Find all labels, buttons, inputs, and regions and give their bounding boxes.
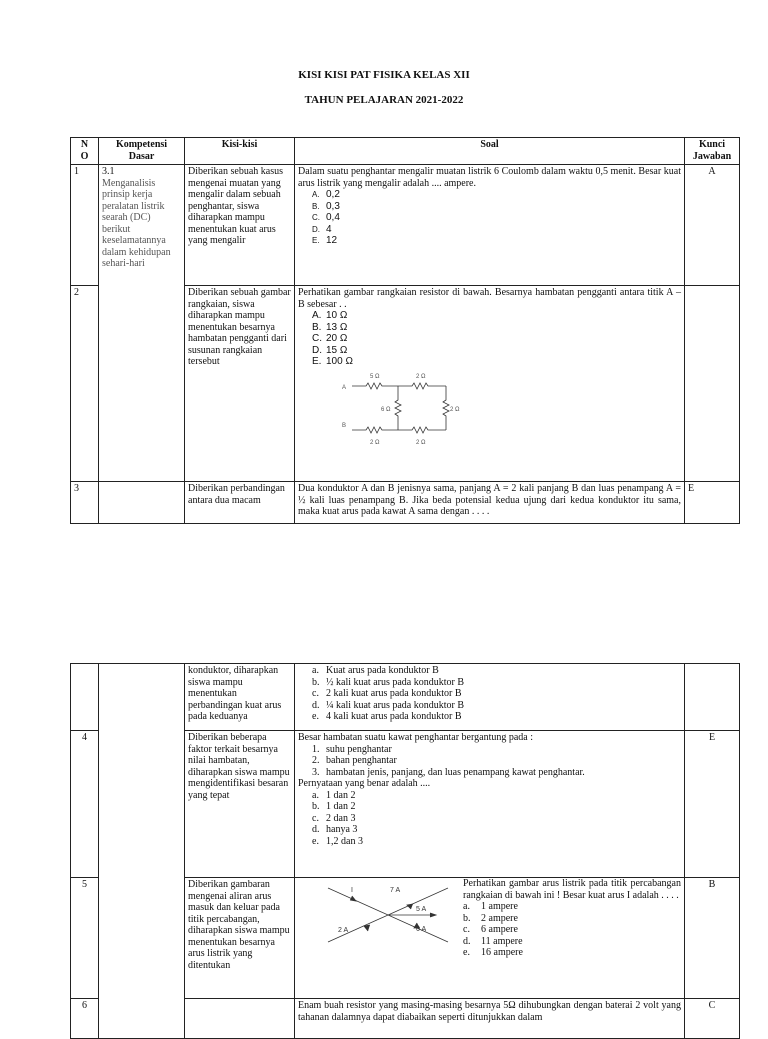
q6-question: Enam buah resistor yang masing-masing besarnya 5Ω dihubungkan dengan baterai 2 volt yang tahanan dalamnya dapat diabaikan seperti ditunjukkan dalam <box>295 999 685 1039</box>
q1-option: E. 12 <box>312 235 338 246</box>
q6-kunci: C <box>685 999 740 1039</box>
q4-option: b. 1 dan 2 <box>312 801 356 812</box>
current-junction-diagram <box>298 880 458 950</box>
current-label: 6 A <box>416 926 427 933</box>
q1-option: D. 4 <box>312 223 332 235</box>
q4-factor: 1. suhu penghantar <box>312 743 392 755</box>
q3-kunci: E <box>685 482 740 524</box>
q3-option: d. ¼ kali kuat arus pada konduktor B <box>312 699 465 711</box>
q2-kisi: Diberikan sebuah gambar rangkaian, siswa diharapkan mampu menentukan besarnya hambatan pengganti dari susunan rangkaian tersebut <box>185 286 295 482</box>
kisi-table-page-2 <box>70 663 740 1039</box>
q2-number: 2 <box>71 286 99 482</box>
q2-option: D. 15 Ω <box>312 344 348 356</box>
kompetensi-text: Menganalisis prinsip kerja peralatan listrik searah (DC) berikut keselamatannya dalam kehidupan sehari-hari <box>102 177 171 269</box>
q1-option: A. 0,2 <box>312 189 340 200</box>
q2-option: E. 100 Ω <box>312 356 353 367</box>
kisi-table-page-1 <box>70 137 740 524</box>
resistor-circuit-diagram <box>336 369 476 449</box>
q1-option: C. 0,4 <box>312 212 340 223</box>
document-subtitle: TAHUN PELAJARAN 2021-2022 <box>304 94 464 106</box>
q4-question: Besar hambatan suatu kawat penghantar bergantung pada : <box>298 732 534 743</box>
kompetensi-code: 3.1 <box>102 166 115 177</box>
q2-option: A. 10 Ω <box>312 310 348 321</box>
header-kompetensi: Kompetensi Dasar <box>99 138 185 165</box>
q3-kisi-part2: konduktor, diharapkan siswa mampu menentukan perbandingan kuat arus pada keduanya <box>185 664 295 731</box>
q3-number: 3 <box>71 482 99 524</box>
q3-options <box>295 664 685 731</box>
q4-number: 4 <box>71 731 99 878</box>
q3-question: Dua konduktor A dan B jenisnya sama, panjang A = 2 kali panjang B dan luas penampang A = ½ kali luas penampang B. Jika beda potensial kedua ujung dari kedua konduktor itu sama, maka kuat arus pada kawat A sama dengan . . . . <box>295 482 685 524</box>
table-row <box>71 482 740 524</box>
q3-kisi-part1: Diberikan perbandingan antara dua macam <box>185 482 295 524</box>
q1-number: 1 <box>71 165 99 286</box>
resistor-label: 6 Ω <box>381 406 391 413</box>
resistor-label: 2 Ω <box>416 373 426 380</box>
document-title: KISI KISI PAT FISIKA KELAS XII <box>298 69 470 81</box>
q3-option: e. 4 kali kuat arus pada konduktor B <box>312 711 462 722</box>
kompetensi-cell <box>99 165 185 482</box>
q1-kunci: A <box>685 165 740 286</box>
q4-kunci: E <box>685 731 740 878</box>
q5-number: 5 <box>71 878 99 999</box>
q5-kisi: Diberikan gambaran mengenai aliran arus masuk dan keluar pada titik percabangan, diharapkan siswa mampu menentukan besarnya arus listrik yang ditentukan <box>185 878 295 999</box>
q3-option: c. 2 kali kuat arus pada konduktor B <box>312 688 462 699</box>
table-row <box>71 664 740 731</box>
q1-question: Dalam suatu penghantar mengalir muatan listrik 6 Coulomb dalam waktu 0,5 menit. Besar kuat arus listrik yang mengalir adalah .... ampere. <box>298 166 681 189</box>
current-label: 5 A <box>416 906 427 913</box>
q3-option: a. Kuat arus pada konduktor B <box>312 665 439 676</box>
q1-soal <box>295 165 685 286</box>
q3-option: b. ½ kali kuat arus pada konduktor B <box>312 676 465 688</box>
q5-question: Perhatikan gambar arus listrik pada titik percabangan rangkaian di bawah ini ! Besar kuat arus I adalah . . . . <box>463 878 681 901</box>
q6-number: 6 <box>71 999 99 1039</box>
table-row <box>71 165 740 286</box>
q4-option: e. 1,2 dan 3 <box>312 835 363 847</box>
q2-soal <box>295 286 685 482</box>
q5-option: e. 16 ampere <box>463 947 523 958</box>
resistor-label: 2 Ω <box>450 406 460 413</box>
header-soal: Soal <box>295 138 685 165</box>
q4-statement: Pernyataan yang benar adalah .... <box>298 778 431 789</box>
q4-option: a. 1 dan 2 <box>312 789 356 801</box>
q5-kunci: B <box>685 878 740 999</box>
q4-option: d. hanya 3 <box>312 824 358 835</box>
q4-soal <box>295 731 685 878</box>
q2-kunci <box>685 286 740 482</box>
current-label-i: I <box>351 887 353 894</box>
resistor-label: 5 Ω <box>370 373 380 380</box>
q4-option: c. 2 dan 3 <box>312 812 356 824</box>
q1-kisi: Diberikan sebuah kasus mengenai muatan yang mengalir dalam sebuah penghantar, siswa diharapkan mampu menentukan kuat arus yang mengalir <box>185 165 295 286</box>
resistor-label: 2 Ω <box>370 439 380 446</box>
q2-option: C. 20 Ω <box>312 333 348 344</box>
q1-option: B. 0,3 <box>312 200 340 212</box>
q5-option: d. 11 ampere <box>463 935 523 947</box>
q5-option: b. 2 ampere <box>463 912 518 924</box>
q4-factor: 3. hambatan jenis, panjang, dan luas penampang kawat penghantar. <box>312 766 585 778</box>
q2-option: B. 13 Ω <box>312 321 348 333</box>
q5-soal <box>295 878 685 999</box>
q5-option: a. 1 ampere <box>463 901 518 912</box>
node-b-label: B <box>342 422 347 429</box>
header-kisi: Kisi-kisi <box>185 138 295 165</box>
q5-option: c. 6 ampere <box>463 924 518 935</box>
current-label: 2 A <box>338 927 349 934</box>
q4-factor: 2. bahan penghantar <box>312 755 397 766</box>
resistor-label: 2 Ω <box>416 439 426 446</box>
q2-question: Perhatikan gambar rangkaian resistor di bawah. Besarnya hambatan pengganti antara titik A – B sebesar . . <box>298 287 681 310</box>
header-no: N O <box>71 138 99 165</box>
node-a-label: A <box>342 384 347 391</box>
header-kunci: Kunci Jawaban <box>685 138 740 165</box>
table-header-row <box>71 138 740 165</box>
current-label: 7 A <box>390 887 401 894</box>
q4-kisi: Diberikan beberapa faktor terkait besarnya nilai hambatan, diharapkan siswa mampu mengidentifikasi besaran yang tepat <box>185 731 295 878</box>
